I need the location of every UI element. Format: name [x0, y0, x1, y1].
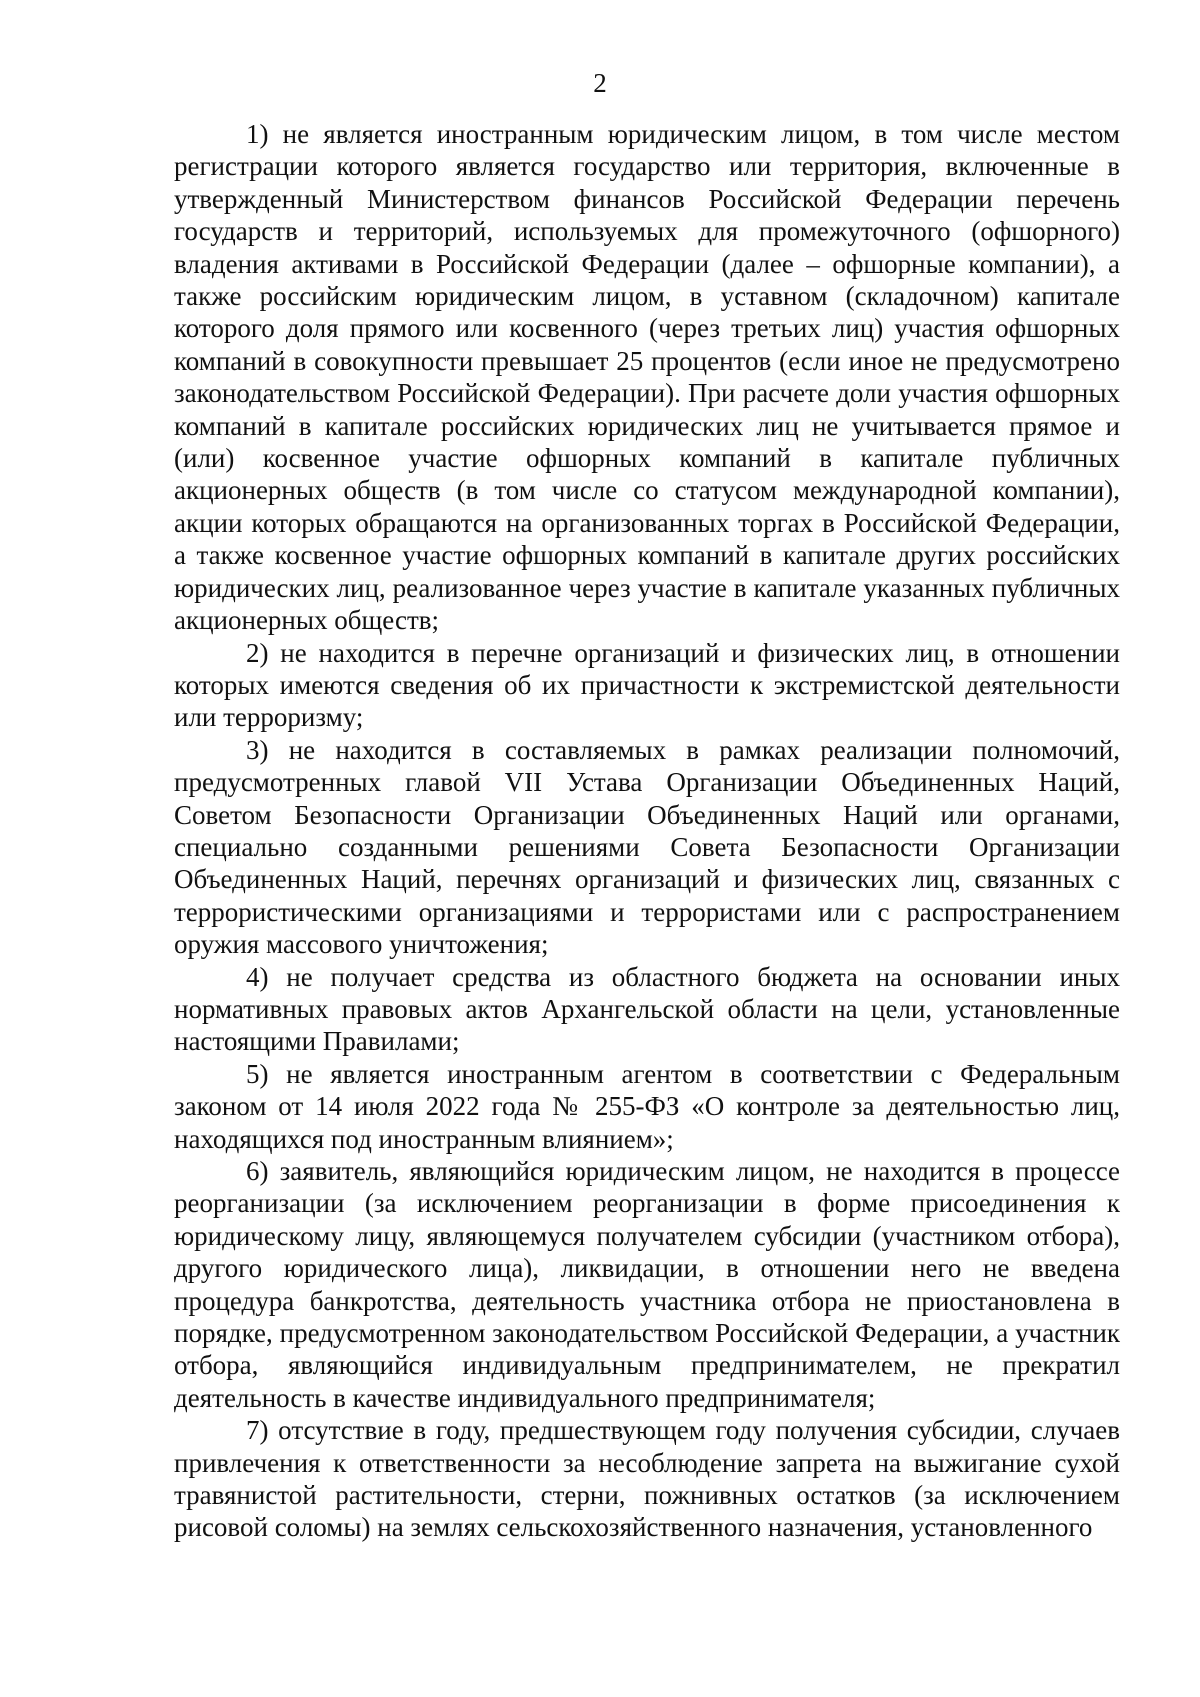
document-body: [174, 118, 1120, 1544]
paragraph-item-6: 6) заявитель, являющийся юридическим лицом, не находится в процессе реорганизации (за исключением реорганизации в форме присоединения к юридическому лицу, являющемуся получателем субсидии (участником отбора), другого юридического лица), ликвидации, в отношении него не введена процедура банкротства, деятельность участника отбора не приостановлена в порядке, предусмотренном законодательством Российской Федерации, а участник отбора, являющийся индивидуальным предпринимателем, не прекратил деятельность в качестве индивидуального предпринимателя;: [174, 1156, 1120, 1413]
paragraph-item-2: 2) не находится в перечне организаций и физических лиц, в отношении которых имеются сведения об их причастности к экстремистской деятельности или терроризму;: [174, 637, 1120, 733]
paragraph-item-5: 5) не является иностранным агентом в соответствии с Федеральным законом от 14 июля 2022 года № 255-ФЗ «О контроле за деятельностью лиц, находящихся под иностранным влиянием»;: [174, 1058, 1120, 1154]
paragraph-item-4: 4) не получает средства из областного бюджета на основании иных нормативных правовых актов Архангельской области на цели, установленные настоящими Правилами;: [174, 961, 1120, 1057]
paragraph-item-1: 1) не является иностранным юридическим лицом, в том числе местом регистрации которого является государство или территория, включенные в утвержденный Министерством финансов Российской Федерации перечень государств и территорий, используемых для промежуточного (офшорного) владения активами в Российской Федерации (далее – офшорные компании), а также российским юридическим лицом, в уставном (складочном) капитале которого доля прямого или косвенного (через третьих лиц) участия офшорных компаний в совокупности превышает 25 процентов (если иное не предусмотрено законодательством Российской Федерации). При расчете доли участия офшорных компаний в капитале российских юридических лиц не учитывается прямое и (или) косвенное участие офшорных компаний в капитале публичных акционерных обществ (в том числе со статусом международной компании), акции которых обращаются на организованных торгах в Российской Федерации, а также косвенное участие офшорных компаний в капитале других российских юридических лиц, реализованное через участие в капитале указанных публичных акционерных обществ;: [174, 119, 1120, 636]
page-number: 2: [593, 68, 607, 98]
paragraph-item-3: 3) не находится в составляемых в рамках реализации полномочий, предусмотренных главой VII Устава Организации Объединенных Наций, Советом Безопасности Организации Объединенных Наций или органами, специально созданными решениями Совета Безопасности Организации Объединенных Наций, перечнях организаций и физических лиц, связанных с террористическими организациями и террористами или с распространением оружия массового уничтожения;: [174, 734, 1120, 960]
paragraph-item-7: 7) отсутствие в году, предшествующем году получения субсидии, случаев привлечения к ответственности за несоблюдение запрета на выжигание сухой травянистой растительности, стерни, пожнивных остатков (за исключением рисовой соломы) на землях сельскохозяйственного назначения, установленного: [174, 1415, 1120, 1543]
